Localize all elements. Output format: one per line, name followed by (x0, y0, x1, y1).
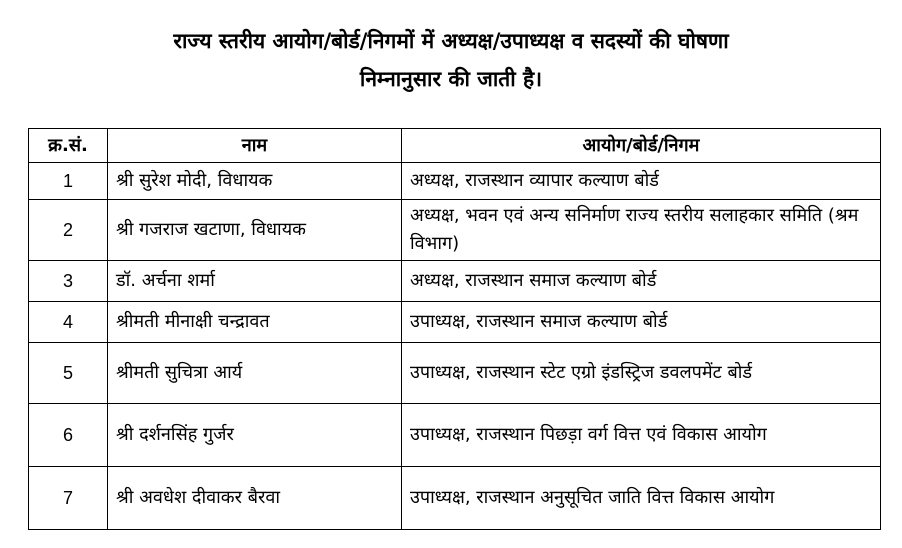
table-header-row (29, 129, 881, 163)
column-header-post: आयोग/बोर्ड/निगम (402, 129, 881, 163)
name-cell: श्रीमती मीनाक्षी चन्द्रावत (108, 302, 402, 343)
name-cell: श्री सुरेश मोदी, विधायक (108, 163, 402, 200)
name-cell: श्री अवधेश दीवाकर बैरवा (108, 467, 402, 530)
table-row (29, 163, 881, 200)
name-cell: श्रीमती सुचित्रा आर्य (108, 343, 402, 404)
column-header-name: नाम (108, 129, 402, 163)
serial-cell: 4 (29, 302, 108, 343)
table-row (29, 467, 881, 530)
serial-cell: 3 (29, 261, 108, 302)
post-cell: उपाध्यक्ष, राजस्थान स्टेट एग्रो इंडस्ट्रिज डवलपमेंट बोर्ड (402, 343, 881, 404)
heading-line-2: निम्नानुसार की जाती है। (359, 67, 543, 91)
name-cell: श्री गजराज खटाणा, विधायक (108, 200, 402, 261)
column-header-serial: क्र.सं. (29, 129, 108, 163)
serial-cell: 5 (29, 343, 108, 404)
name-cell: श्री दर्शनसिंह गुर्जर (108, 404, 402, 467)
name-cell: डॉ. अर्चना शर्मा (108, 261, 402, 302)
serial-cell: 2 (29, 200, 108, 261)
appointments-table (28, 128, 881, 530)
table-row (29, 261, 881, 302)
post-cell: उपाध्यक्ष, राजस्थान पिछड़ा वर्ग वित्त एवं विकास आयोग (402, 404, 881, 467)
post-cell: अध्यक्ष, राजस्थान व्यापार कल्याण बोर्ड (402, 163, 881, 200)
table-row (29, 200, 881, 261)
post-cell: अध्यक्ष, भवन एवं अन्य सनिर्माण राज्य स्तरीय सलाहकार समिति (श्रम विभाग) (402, 200, 881, 261)
post-cell: अध्यक्ष, राजस्थान समाज कल्याण बोर्ड (402, 261, 881, 302)
serial-cell: 7 (29, 467, 108, 530)
serial-cell: 1 (29, 163, 108, 200)
post-cell: उपाध्यक्ष, राजस्थान अनुसूचित जाति वित्त विकास आयोग (402, 467, 881, 530)
announcement-heading (0, 22, 902, 98)
post-cell: उपाध्यक्ष, राजस्थान समाज कल्याण बोर्ड (402, 302, 881, 343)
table-row (29, 302, 881, 343)
table-row (29, 343, 881, 404)
serial-cell: 6 (29, 404, 108, 467)
heading-line-1: राज्य स्तरीय आयोग/बोर्ड/निगमों में अध्यक्ष/उपाध्यक्ष व सदस्यों की घोषणा (173, 29, 729, 53)
table-row (29, 404, 881, 467)
